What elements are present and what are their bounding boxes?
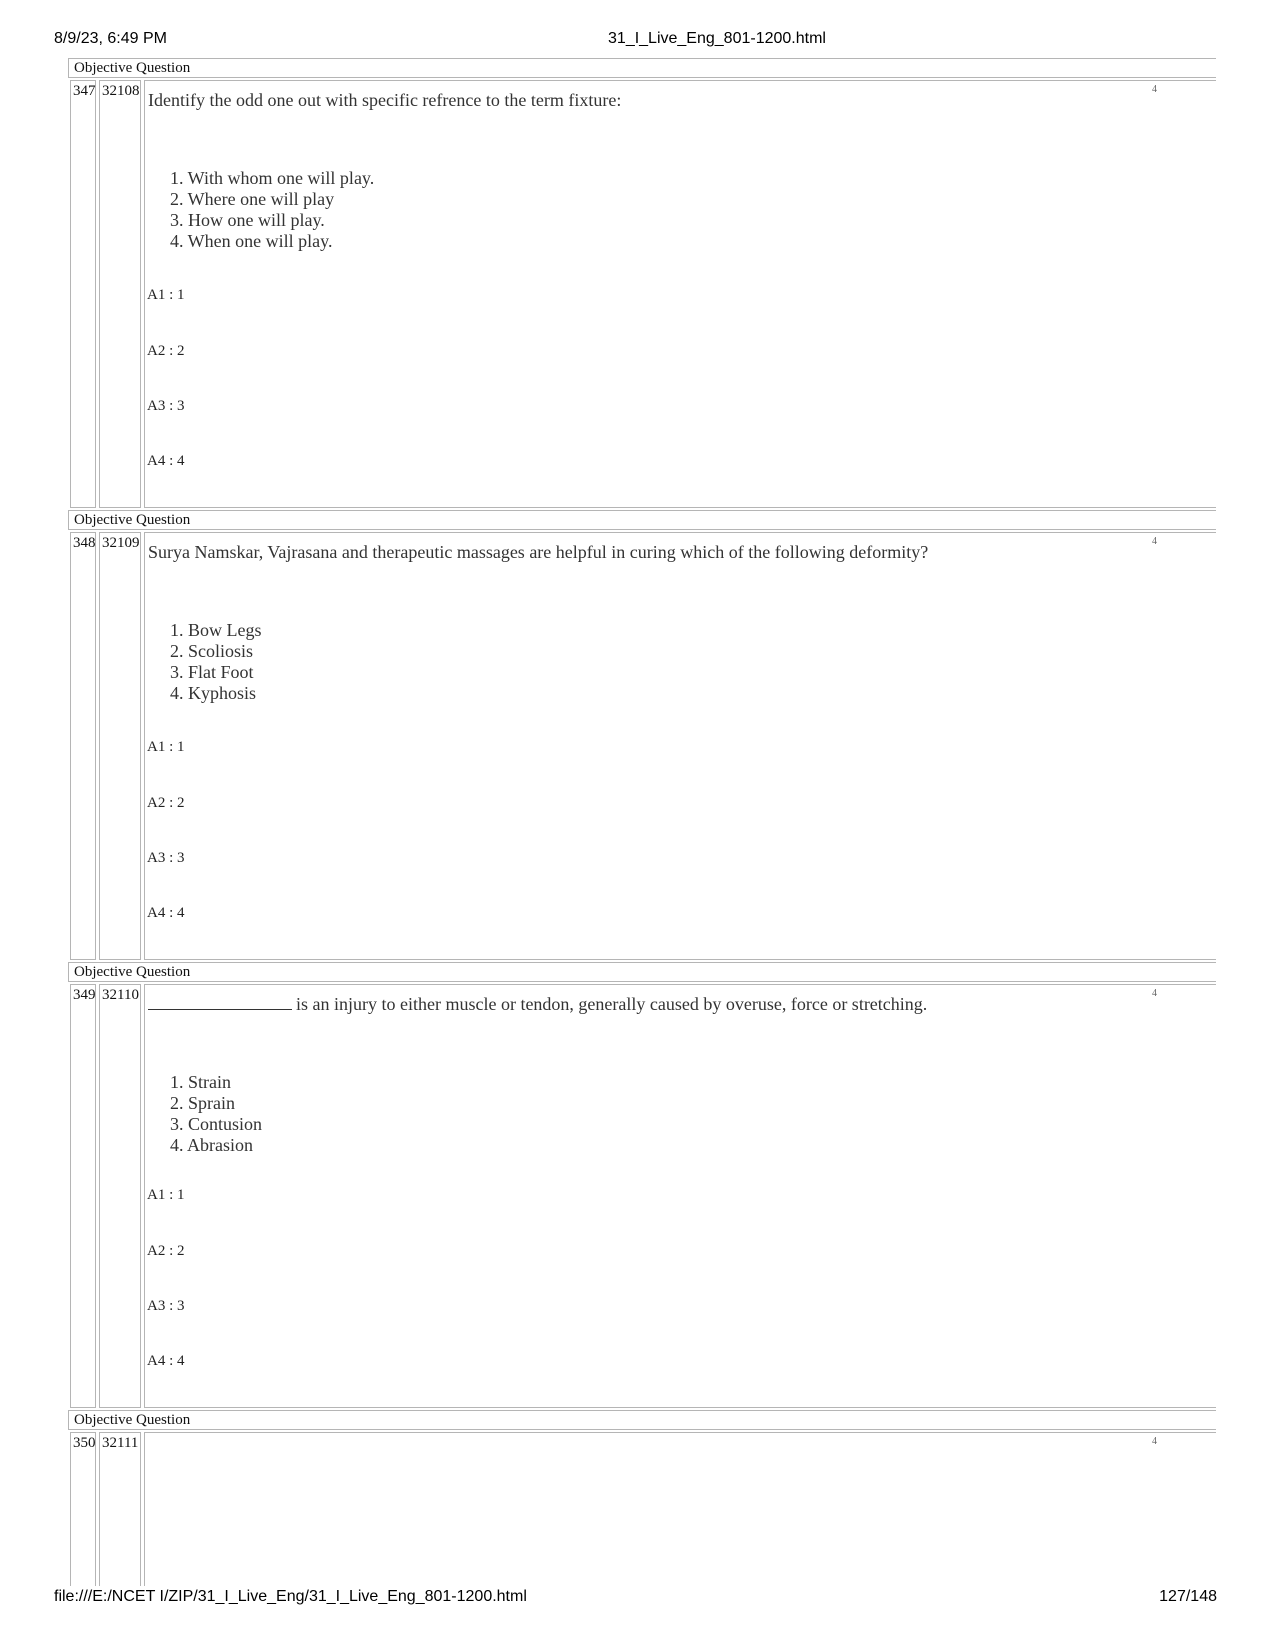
- answer-item: A1 : 1: [147, 1187, 185, 1203]
- marks-value: 4: [1152, 84, 1157, 95]
- question-id: 32108: [99, 80, 141, 508]
- question-number: 347: [70, 80, 96, 508]
- option-item: 4. Kyphosis: [170, 683, 257, 703]
- question-block: [68, 58, 1216, 510]
- answer-item: A2 : 2: [147, 343, 185, 359]
- question-id: 32110: [99, 984, 141, 1408]
- answer-item: A3 : 3: [147, 398, 185, 414]
- marks-value: 4: [1152, 988, 1157, 999]
- document-title: 31_I_Live_Eng_801-1200.html: [608, 30, 826, 47]
- option-item: 1. With whom one will play.: [170, 168, 375, 188]
- option-item: 1. Strain: [170, 1072, 231, 1092]
- option-item: 3. Contusion: [170, 1114, 263, 1134]
- question-content-cell: [144, 80, 1216, 508]
- question-content-cell: [144, 1432, 1216, 1586]
- option-item: 2. Scoliosis: [170, 641, 254, 661]
- question-type-label: Objective Question: [68, 58, 1216, 78]
- marks-value: 4: [1152, 536, 1157, 547]
- question-number: 348: [70, 532, 96, 960]
- answer-item: A1 : 1: [147, 287, 185, 303]
- print-datetime: 8/9/23, 6:49 PM: [54, 30, 167, 47]
- answer-item: A2 : 2: [147, 795, 185, 811]
- question-table: [68, 58, 1216, 1586]
- file-path: file:///E:/NCET I/ZIP/31_I_Live_Eng/31_I_Live_Eng_801-1200.html: [54, 1588, 527, 1605]
- question-content-cell: [144, 532, 1216, 960]
- option-item: 3. How one will play.: [170, 210, 325, 230]
- question-text: Identify the odd one out with specific refrence to the term fixture:: [148, 90, 622, 110]
- fill-in-blank-line: [148, 995, 292, 1010]
- option-item: 2. Sprain: [170, 1093, 235, 1113]
- question-type-label: Objective Question: [68, 1410, 1216, 1430]
- option-item: 4. Abrasion: [170, 1135, 253, 1155]
- answer-item: A1 : 1: [147, 739, 185, 755]
- answer-item: A2 : 2: [147, 1243, 185, 1259]
- question-text: is an injury to either muscle or tendon, generally caused by overuse, force or stretching.: [296, 994, 928, 1014]
- question-type-label: Objective Question: [68, 962, 1216, 982]
- page-number: 127/148: [1159, 1588, 1217, 1605]
- question-text-row: [148, 994, 927, 1015]
- answer-item: A4 : 4: [147, 1353, 185, 1369]
- option-item: 3. Flat Foot: [170, 662, 254, 682]
- question-id: 32109: [99, 532, 141, 960]
- question-id: 32111: [99, 1432, 141, 1586]
- option-item: 4. When one will play.: [170, 231, 333, 251]
- question-block: [68, 510, 1216, 962]
- option-item: 1. Bow Legs: [170, 620, 262, 640]
- marks-value: 4: [1152, 1436, 1157, 1447]
- option-item: 2. Where one will play: [170, 189, 335, 209]
- question-block: [68, 962, 1216, 1410]
- question-number: 349: [70, 984, 96, 1408]
- question-type-label: Objective Question: [68, 510, 1216, 530]
- answer-item: A3 : 3: [147, 1298, 185, 1314]
- question-number: 350: [70, 1432, 96, 1586]
- question-content-cell: [144, 984, 1216, 1408]
- answer-item: A4 : 4: [147, 453, 185, 469]
- question-text: Surya Namskar, Vajrasana and therapeutic massages are helpful in curing which of the following deformity?: [148, 542, 929, 562]
- answer-item: A4 : 4: [147, 905, 185, 921]
- question-block: [68, 1410, 1216, 1586]
- answer-item: A3 : 3: [147, 850, 185, 866]
